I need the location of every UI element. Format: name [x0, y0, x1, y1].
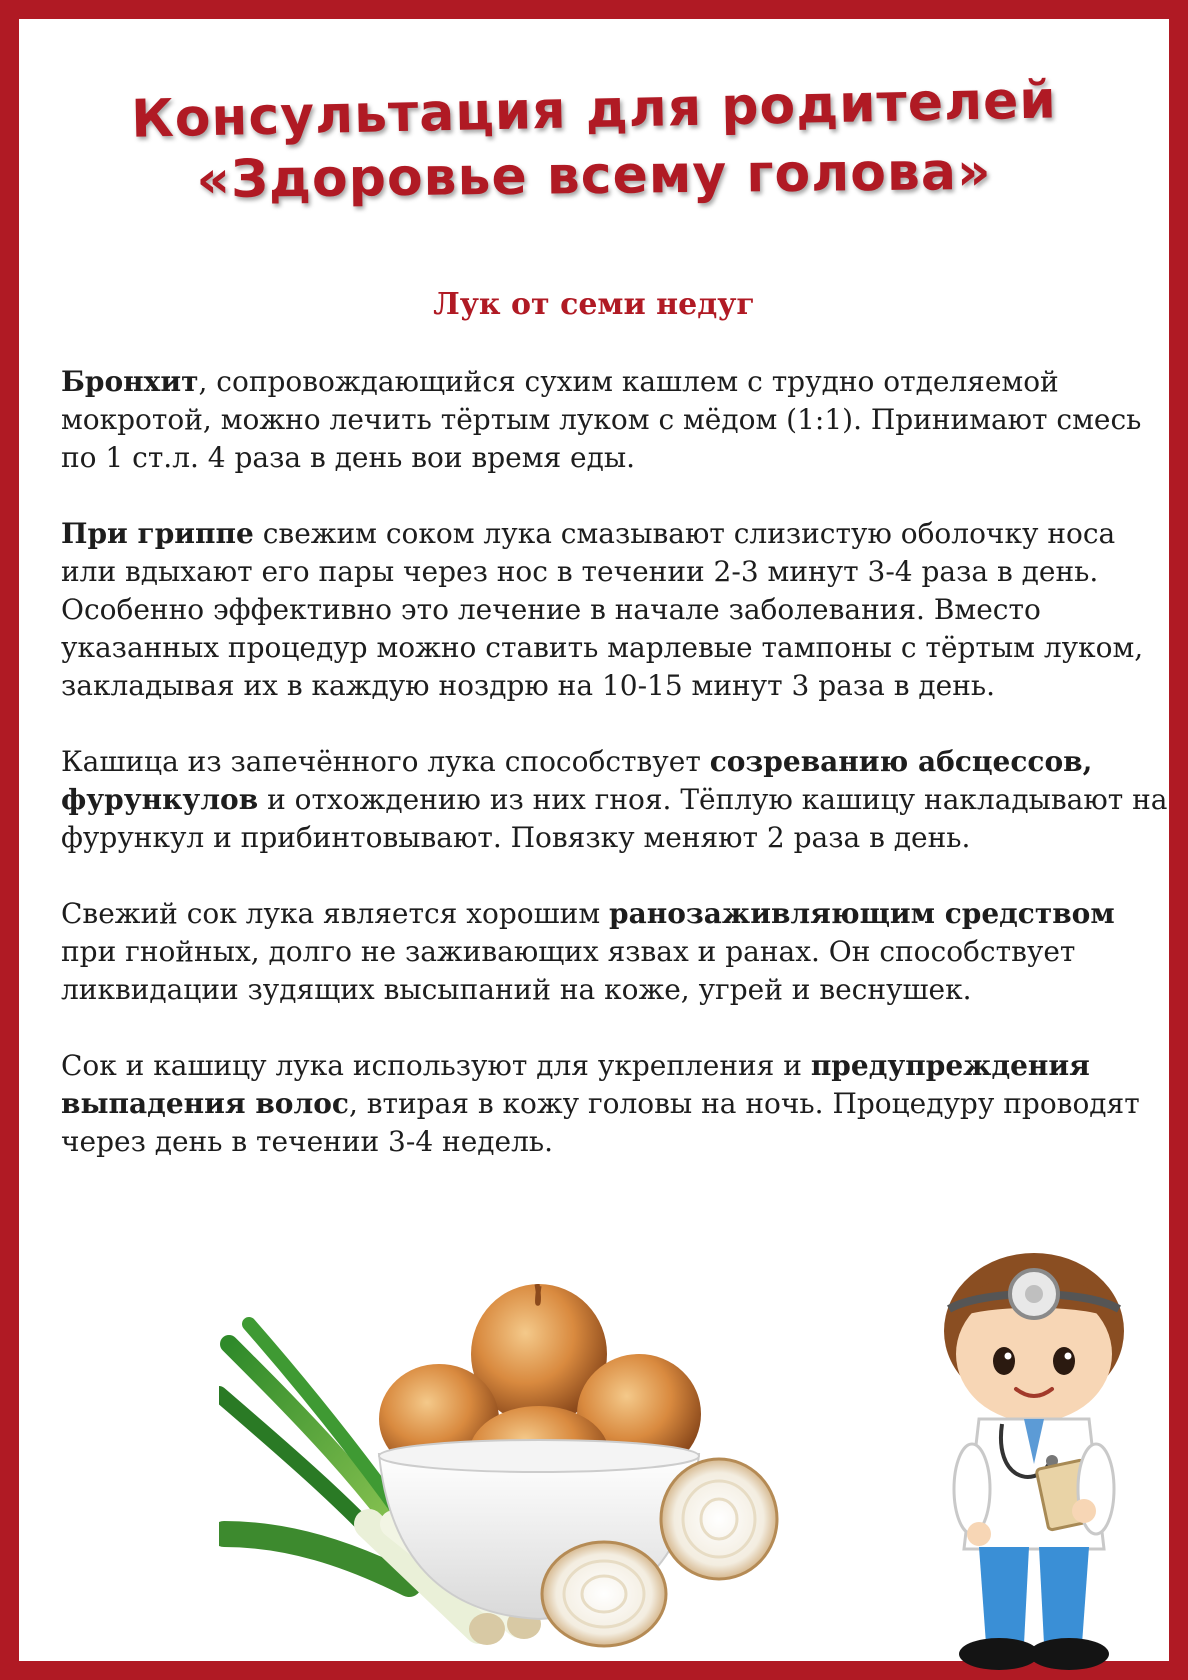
term-hair-loss: предупреждения выпадения волос: [61, 1049, 1090, 1120]
paragraph-text: , втирая в кожу головы на ночь. Процедуру проводят через день в течении 3-4 недель.: [61, 1087, 1140, 1158]
paragraph-text: Сок и кашицу лука используют для укрепления и: [61, 1049, 811, 1082]
onions-bowl-illustration: [219, 1284, 839, 1664]
paragraph-text: Кашица из запечённого лука способствует: [61, 745, 710, 778]
paragraph-bronchitis: [61, 363, 1171, 477]
paragraph-text: Свежий сок лука является хорошим: [61, 897, 610, 930]
paragraph-text: и отхождению из них гноя. Тёплую кашицу накладывают на фурункул и прибинтовывают. Повязку меняют 2 раза в день.: [61, 783, 1168, 854]
paragraph-wound-healing: [61, 895, 1171, 1009]
page-title: [19, 70, 1169, 211]
section-subtitle: Лук от семи недуг: [433, 287, 755, 322]
paragraph-text: при гнойных, долго не заживающих язвах и ранах. Он способствует ликвидации зудящих высыпаний на коже, угрей и веснушек.: [61, 935, 1076, 1006]
term-wound-healing: ранозаживляющим средством: [609, 897, 1115, 930]
term-abscess: созреванию абсцессов, фурункулов: [61, 745, 1093, 816]
paragraph-hair: [61, 1047, 1171, 1161]
paragraph-text: свежим соком лука смазывают слизистую оболочку носа или вдыхают его пары через нос в течении 2-3 минут 3-4 раза в день. Особенно эффективно это лечение в начале заболевания. Вместо указанных процедур можно ставить марлевые тампоны с тёртым луком, закладывая их в каждую ноздрю на 10-15 минут 3 раза в день.: [61, 517, 1144, 702]
paragraph-flu: [61, 515, 1171, 705]
term-bronchitis: Бронхит: [61, 365, 199, 398]
article-body: [61, 363, 1171, 1199]
term-flu: При гриппе: [61, 517, 254, 550]
paragraph-text: , сопровождающийся сухим кашлем с трудно отделяемой мокротой, можно лечить тёртым луком с мёдом (1:1). Принимают смесь по 1 ст.л. 4 раза в день вои время еды.: [61, 365, 1142, 474]
title-line-1: Консультация для родителей: [130, 70, 1058, 150]
paragraph-abscess: [61, 743, 1171, 857]
title-line-2: «Здоровье всему голова»: [196, 141, 992, 211]
doctor-illustration: [924, 1249, 1144, 1679]
